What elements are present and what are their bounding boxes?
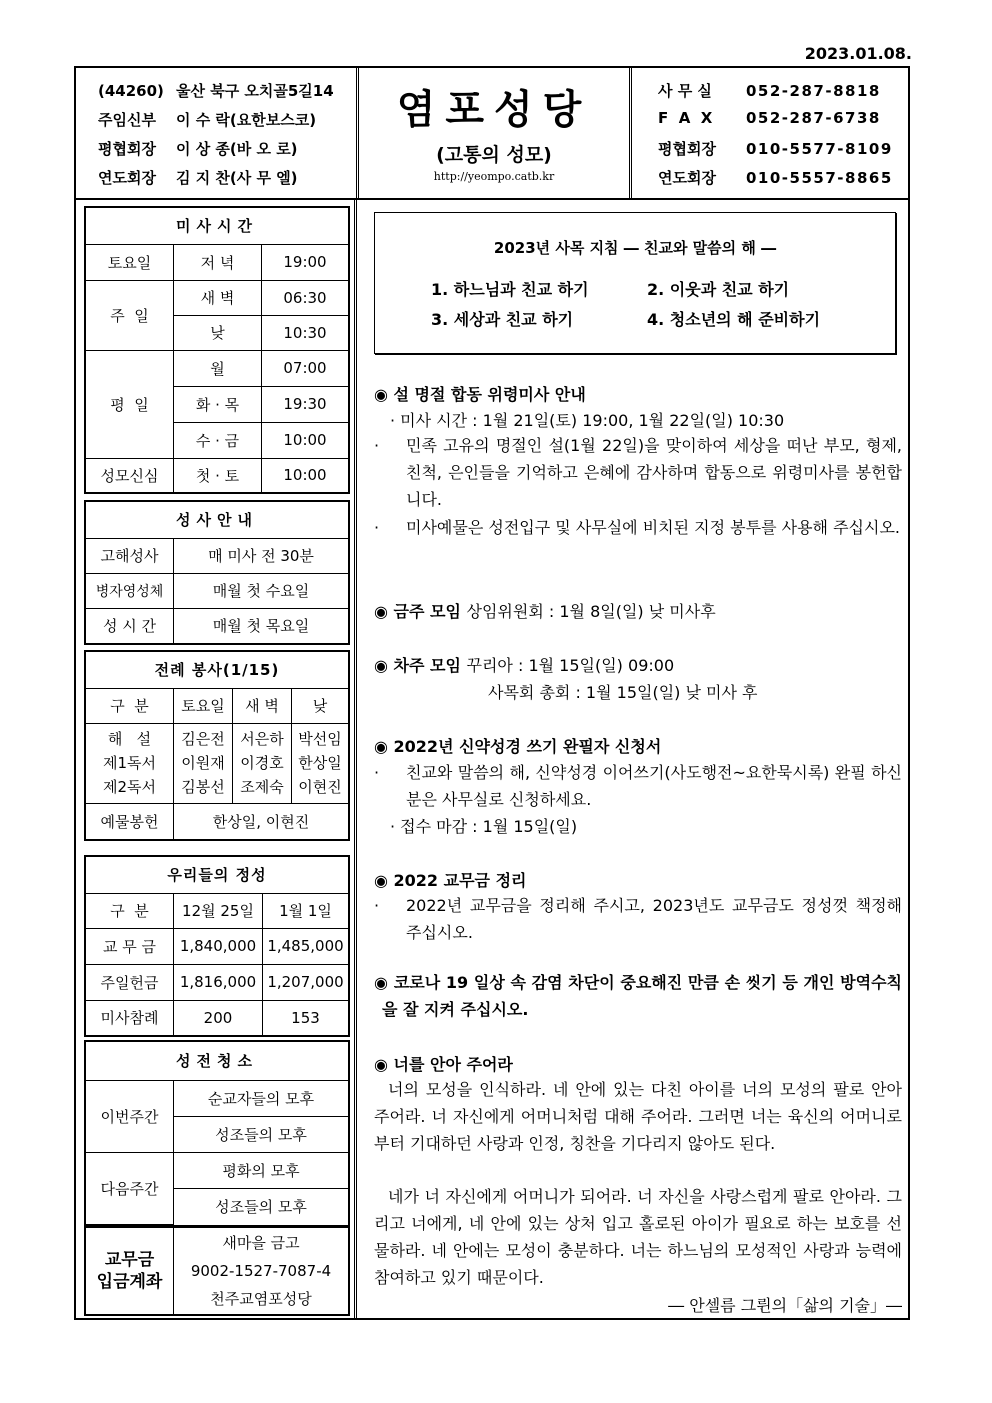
cleaning-title: 성전청소 [86, 1042, 348, 1080]
council-phone: 평협회장 010-5577-8109 [658, 140, 893, 158]
bible-writing-heading: ◉ 2022년 신약성경 쓰기 완필자 신청서 [374, 737, 662, 756]
parish-subtitle: (고통의 성모) [436, 144, 552, 166]
office-phone: 사 무 실 052-287-8818 [658, 82, 881, 100]
mass-times-box: 미사시간 토요일 저 녁 19:00 주 일 새 벽 06:30 낮 10:30 평 일 월 07:00 화 · 목 19:30 수 · 금 10:00 성모신심 첫 · 토 10:00 [84, 206, 350, 494]
address-row: (44260) 울산 북구 오치골5길14 [98, 82, 334, 100]
requiem-phone: 연도회장 010-5557-8865 [658, 169, 893, 187]
title-block [359, 68, 632, 198]
parish-url[interactable]: http://yeompo.catb.kr [433, 170, 555, 183]
essay-paragraph-1: 너의 모성을 인식하라. 네 안에 있는 다친 아이를 너의 모성의 팔로 안아 주어라. 너 자신에게 어머니처럼 대해 주어라. 그러면 너는 육신의 어머니로부터 기대하던 사랑과 인정, 칭찬을 기다리지 않아도 된다. [374, 1080, 902, 1153]
account-box: 교무금 입금계좌 새마을 금고 9002-1527-7087-4 천주교염포성당 [84, 1226, 350, 1316]
donation-title: 우리들의 정성 [86, 857, 348, 893]
council-president-row: 평협회장 이 상 종(바 오 로) [98, 140, 298, 158]
pastor-row: 주임신부 이 수 락(요한보스코) [98, 111, 317, 129]
header [74, 66, 910, 200]
essay-paragraph-2: 네가 너 자신에게 어머니가 되어라. 너 자신을 사랑스럽게 팔로 안아라. 그리고 너에게, 네 안에 있는 상처 입고 홀로된 아이가 필요로 하는 보호를 선물하라. 네 안에는 모성이 충분하다. 너는 하느님의 모성적인 사랑과 능력에 참여하고 있기 때문이다. [374, 1187, 902, 1287]
liturgy-title: 전례 봉사(1/15) [86, 652, 348, 688]
essay-heading: ◉ 너를 안아 주어라 [374, 1055, 513, 1074]
pastoral-motto-box: 2023년 사목 지침 ― 친교와 말씀의 해 ― 1. 하느님과 친교 하기 2. 이웃과 친교 하기 3. 세상과 친교 하기 4. 청소년의 해 준비하기 [374, 212, 896, 354]
covid-notice: ◉ 코로나 19 일상 속 감염 차단이 중요해진 만큼 손 씻기 등 개인 방역수칙을 잘 지켜 주십시오. [374, 973, 902, 1019]
motto-title: 2023년 사목 지침 ― 친교와 말씀의 해 ― [493, 239, 777, 257]
memorial-mass-heading: ◉ 설 명절 합동 위령미사 안내 [374, 385, 586, 404]
cleaning-box: 성전청소 이번주간 순교자들의 모후 성조들의 모후 다음주간 평화의 모후 성조들의 모후 [84, 1040, 350, 1227]
contact-info [632, 68, 908, 198]
sacrament-box: 성사안내 고해성사 매 미사 전 30분 병자영성체 매월 첫 수요일 성 시 간 매월 첫 목요일 [84, 500, 350, 645]
issue-date: 2023.01.08. [804, 44, 912, 63]
essay-source: ― 안셀름 그륀의「삶의 기술」― [668, 1296, 902, 1315]
parish-info [76, 68, 359, 198]
parish-title: 염포성당 [396, 87, 592, 133]
this-week-meeting-heading: ◉ 금주 모임 상임위원회 : 1월 8일(일) 낮 미사후 [374, 602, 716, 621]
column-divider [354, 200, 357, 1318]
tithe-heading: ◉ 2022 교무금 정리 [374, 871, 527, 890]
liturgy-box: 전례 봉사(1/15) 구 분 토요일 새 벽 낮 해 설 제1독서 제2독서 김은전 이원재 김봉선 서은하 이경호 조제숙 박선임 한상일 이현진 예물봉헌 한상일, 이현진 [84, 650, 350, 841]
requiem-president-row: 연도회장 김 지 찬(사 무 엘) [98, 169, 298, 187]
next-week-meeting-heading: ◉ 차주 모임 꾸리아 : 1월 15일(일) 09:00 [374, 656, 675, 675]
donation-box: 우리들의 정성 구 분 12월 25일 1월 1일 교 무 금 1,840,000 1,485,000 주일헌금 1,816,000 1,207,000 미사참례 200 153 [84, 855, 350, 1037]
body-frame: 미사시간 토요일 저 녁 19:00 주 일 새 벽 06:30 낮 10:30 평 일 월 07:00 화 · 목 19:30 수 · 금 10:00 성모신심 첫 · 토 10:00 성사안내 고해성사 매 미사 전 30분 병자영성체 매월 첫 수요일 성 시 간 매월 첫 목요일 전례 봉사(1/15) 구 분 토요일 새 벽 낮 해 설 제1독서 제2독서 김은전 이원재 김봉선 서은하 이경호 조제숙 박선임 한상일 이현진 예물봉헌 한상일, 이현진 우리들의 정성 구 분 12월 25일 1월 1일 교 무 금 1,840,000 1,485,000 주일헌금 1,816,000 1,207,000 미사참례 200 153 성전청소 이번주간 순교자들의 모후 성조들의 모후 다음주간 평화의 모후 성조들의 모후 교무금 입금계좌 새마을 금고 9002-1527-7087-4 천주교염포성당 2023년 사목 지침 ― 친교와 말씀의 해 ― 1. 하느님과 친교 하기 2. 이웃과 친교 하기 3. 세상과 친교 하기 4. 청소년의 해 준비하기 ◉ 설 명절 합동 위령미사 안내 · 미사 시간 : 1월 21일(토) 19:00, 1월 22일(일) 10:30 · 민족 고유의 명절인 설(1월 22일)을 맞이하여 세상을 떠난 부모, 형제, 친척, 은인들을 기억하고 은혜에 감사하며 합동으로 위령미사를 봉헌합니다. · 미사예물은 성전입구 및 사무실에 비치된 지정 봉투를 사용해 주십시오. ◉ 금주 모임 상임위원회 : 1월 8일(일) 낮 미사후 ◉ 차주 모임 꾸리아 : 1월 15일(일) 09:00 사목회 총회 : 1월 15일(일) 낮 미사 후 ◉ 2022년 신약성경 쓰기 완필자 신청서 · 친교와 말씀의 해, 신약성경 이어쓰기(사도행전~요한묵시록) 완필 하신 분은 사무실로 신청하세요. · 접수 마감 : 1월 15일(일) ◉ 2022 교무금 정리 · 2022년 교무금을 정리해 주시고, 2023년도 교무금도 정성껏 책정해 주십시오. ◉ 코로나 19 일상 속 감염 차단이 중요해진 만큼 손 씻기 등 개인 방역수칙을 잘 지켜 주십시오. ◉ 너를 안아 주어라 너의 모성을 인식하라. 네 안에 있는 다친 아이를 너의 모성의 팔로 안아 주어라. 너 자신에게 어머니처럼 대해 주어라. 그러면 너는 육신의 어머니로부터 기대하던 사랑과 인정, 칭찬을 기다리지 않아도 된다. 네가 너 자신에게 어머니가 되어라. 너 자신을 사랑스럽게 팔로 안아라. 그리고 너에게, 네 안에 있는 상처 입고 홀로된 아이가 필요로 하는 보호를 선물하라. 네 안에는 모성이 충분하다. 너는 하느님의 모성적인 사랑과 능력에 참여하고 있기 때문이다. ― 안셀름 그륀의「삶의 기술」― [74, 200, 910, 1320]
fax-number: F A X 052-287-6738 [658, 109, 881, 127]
mass-times-title: 미사시간 [86, 208, 348, 244]
sacrament-title: 성사안내 [86, 502, 348, 538]
